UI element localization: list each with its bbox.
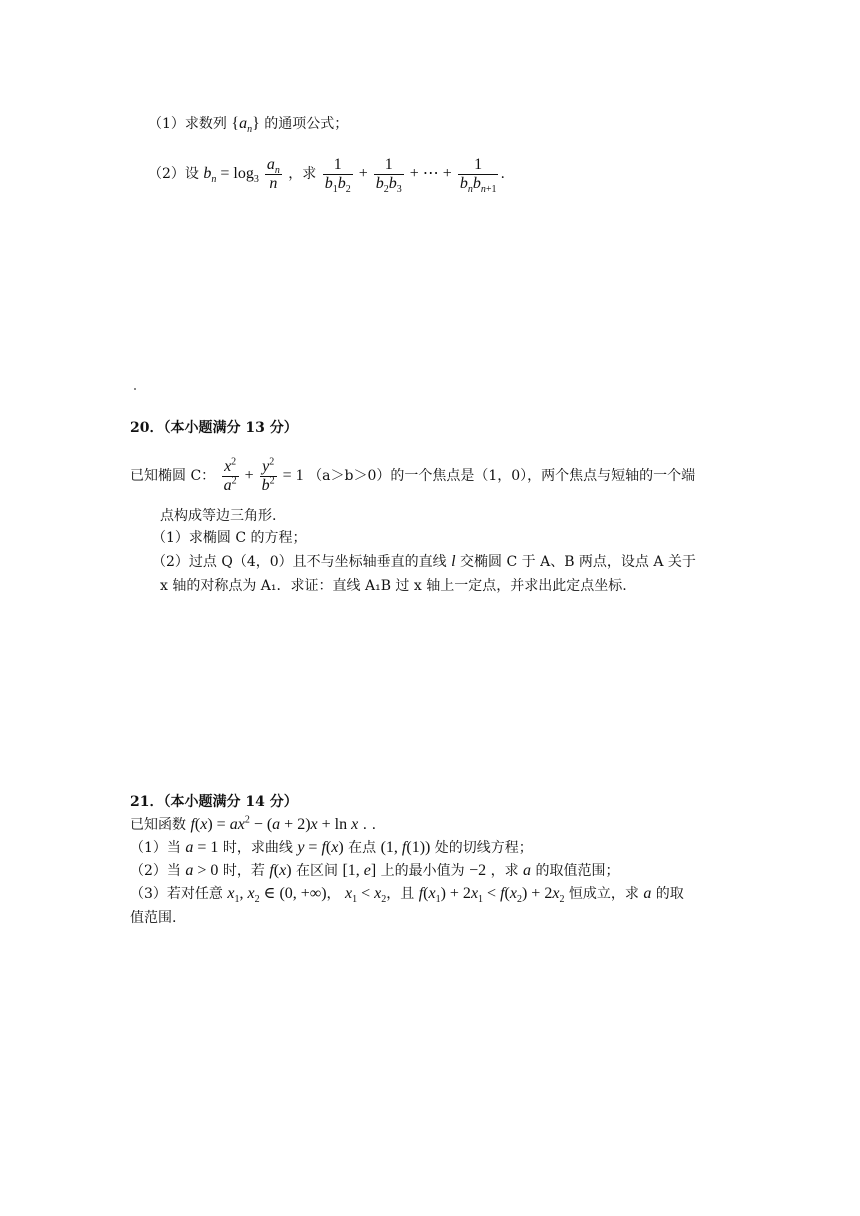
p19-item1-suffix: 的通项公式； [264,116,349,132]
formula-curve: y = f(x) [297,839,344,856]
p19-item2 [148,156,505,196]
p20-item2-line2: x 轴的对称点为 A₁．求证：直线 A₁B 过 x 轴上一定点，并求出此定点坐标. [160,578,627,594]
p21-intro-suffix: . . [362,817,377,833]
p20-line1-prefix: 已知椭圆 C： [130,468,216,485]
formula-bn-def: $b_n = \log_3$ $\frac{a_n}{n}$ [203,156,280,192]
formula-a-2: a [643,885,652,902]
formula-x1-lt-x2: $x_1 < x_2$ [344,885,387,906]
p21-item3-a: （3）若对任意 [130,886,223,902]
formula-fx: $f(x) = ax^2 - (a + 2)x + \ln x$ [190,814,359,833]
p20-line2: 点构成等边三角形. [160,508,277,524]
p20-item2-b: 交椭圆 C 于 A、B 两点，设点 A 关于 [460,554,696,570]
formula-a-pos: a > 0 [185,862,219,879]
p21-item2-b: 时，若 [222,863,265,879]
p19-item2-prefix: （2）设 [148,166,199,183]
formula-neg2: −2 [469,862,487,879]
formula-a-eq-1: a = 1 [185,839,219,856]
p21-item3-c: ，且 [386,886,415,902]
stray-dot [134,388,136,390]
formula-interval: [1, e] [342,862,377,879]
p21-item1-d: 处的切线方程； [434,840,533,856]
formula-fx-2: f(x) [269,862,292,879]
p19-item1 [148,114,348,134]
p21-item2 [130,861,620,881]
formula-inequality: $f(x_1) + 2x_1 < f(x_2) + 2x_2$ [418,885,565,906]
p21-intro [130,815,376,835]
p21-item3-line2: 值范围. [130,910,177,926]
p20-item2-l: l [451,553,456,570]
formula-a: a [523,862,532,879]
p20-item2 [152,552,696,572]
p19-item2-end: . [500,166,505,183]
formula-ellipse: $\frac{x^2}{a^2}$ + $\frac{y^2}{b^2}$ = 1 [223,456,304,494]
p21-item3-b: ， [326,886,341,902]
p20-line1-suffix: （a＞b＞0）的一个焦点是（1，0），两个焦点与短轴的一个端 [308,468,696,485]
p20-heading: 20．（本小题满分 13 分） [130,420,298,436]
p20-item1: （1）求椭圆 C 的方程； [152,530,307,546]
p21-item1-c: 在点 [348,840,377,856]
p19-item1-prefix: （1）求数列 [148,116,227,132]
formula-an-set: $\{a_n\}$ [231,115,260,136]
p21-item1-a: （1）当 [130,840,181,856]
formula-x1x2-domain: $x_1$, $x_2$ ∈ (0, +∞) [227,885,327,906]
p21-item2-c: 在区间 [295,863,338,879]
p21-item2-a: （2）当 [130,863,181,879]
p21-intro-prefix: 已知函数 [130,817,186,833]
p21-item3-e: 的取 [655,886,684,902]
p19-item2-mid: ，求 [288,166,317,183]
p21-item2-e: ，求 [490,863,519,879]
p20-line1 [130,458,695,495]
p20-item2-a: （2）过点 Q（4，0）且不与坐标轴垂直的直线 [152,554,447,570]
formula-sum: $\frac{1}{b_1b_2}$ + $\frac{1}{b_2b_3}$ + ⋯ + $\frac{1}{b_nb_{n+1}}$ [324,156,497,196]
p21-heading: 21．（本小题满分 14 分） [130,794,298,810]
p21-item2-f: 的取值范围； [535,863,620,879]
p21-item1 [130,838,533,858]
p21-item1-b: 时，求曲线 [222,840,293,856]
p21-item2-d: 上的最小值为 [380,863,465,879]
p21-item3-d: 恒成立，求 [568,886,639,902]
formula-point: (1, f(1)) [380,839,431,856]
p21-item3 [130,884,684,904]
